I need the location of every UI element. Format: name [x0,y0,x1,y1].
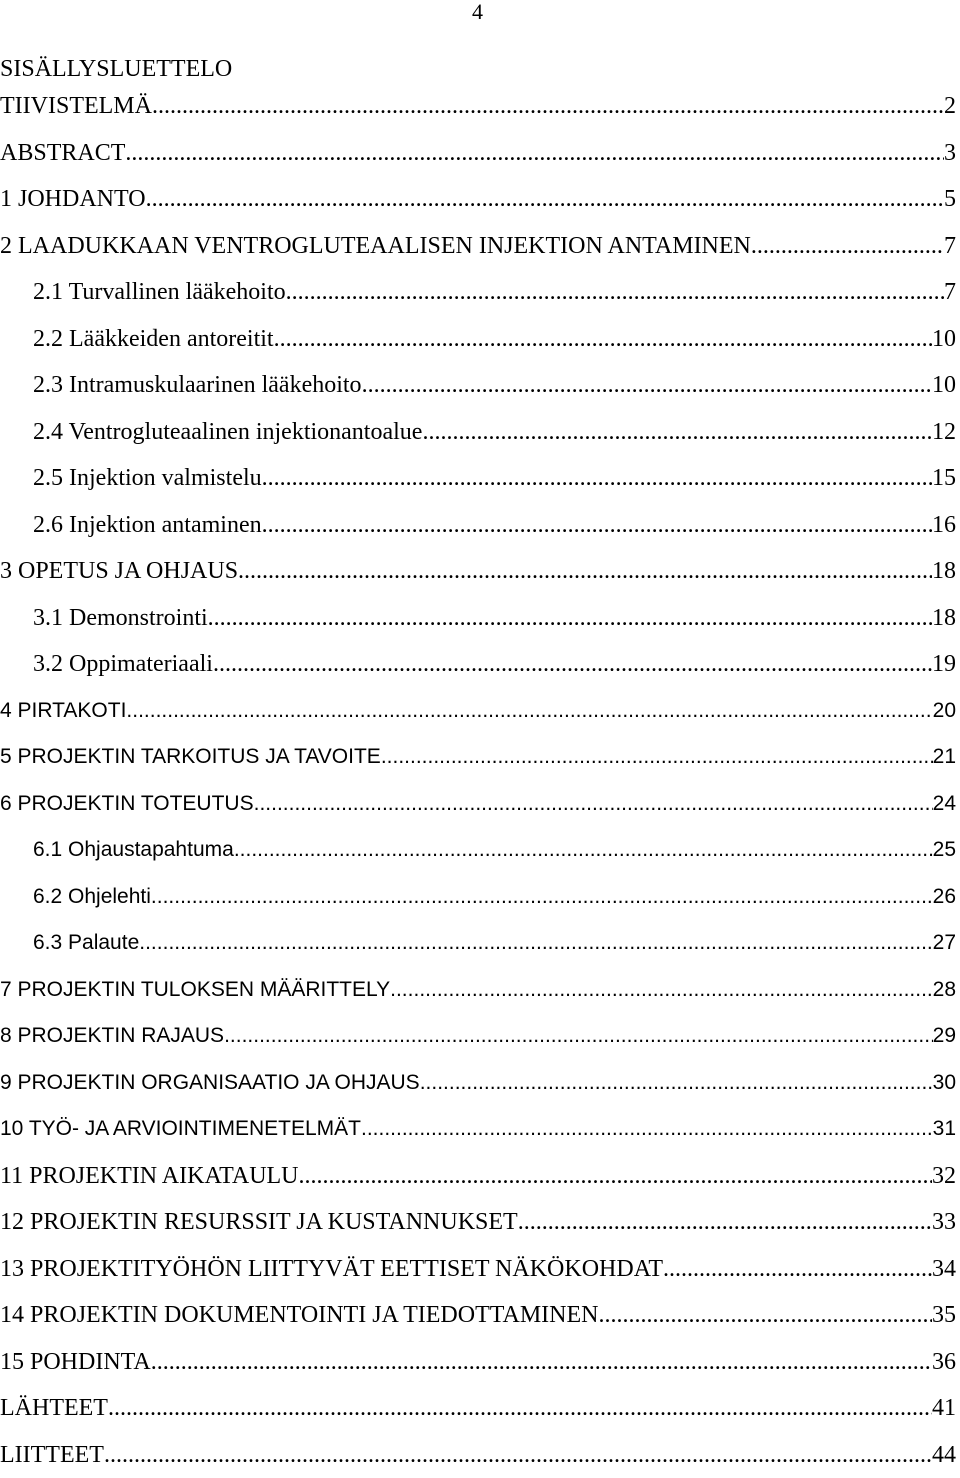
toc-entry-page: 29 [933,1013,956,1060]
toc-entry-page: 21 [933,734,956,781]
toc-entry-page: 16 [932,502,956,549]
toc-entry-13[interactable] [0,1246,956,1293]
toc-leader-dots [146,176,944,223]
toc-entry-page: 5 [944,176,956,223]
toc-entry-2-1[interactable] [0,269,956,316]
toc-entry-6[interactable] [0,781,956,828]
table-of-contents [0,83,956,1478]
toc-leader-dots [208,595,932,642]
toc-entry-page: 30 [933,1060,956,1107]
toc-entry-page: 33 [932,1199,956,1246]
toc-leader-dots [390,967,933,1014]
toc-entry-title: 2 LAADUKKAAN VENTROGLUTEAALISEN INJEKTION ANTAMINEN [0,223,751,270]
toc-leader-dots [104,1432,932,1478]
toc-entry-title: 3 OPETUS JA OHJAUS [0,548,238,595]
toc-leader-dots [361,1106,933,1153]
toc-entry-page: 31 [933,1106,956,1153]
toc-leader-dots [126,688,932,735]
toc-entry-title: TIIVISTELMÄ [0,83,152,130]
toc-entry-title: 7 PROJEKTIN TULOKSEN MÄÄRITTELY [0,967,390,1014]
page-number: 4 [472,0,483,26]
toc-leader-dots [224,1013,933,1060]
toc-entry-7[interactable] [0,967,956,1014]
toc-entry-2-5[interactable] [0,455,956,502]
toc-entry-8[interactable] [0,1013,956,1060]
toc-entry-page: 12 [932,409,956,456]
toc-leader-dots [125,130,944,177]
toc-entry-title: 1 JOHDANTO [0,176,146,223]
toc-entry-page: 18 [932,595,956,642]
toc-leader-dots [238,548,932,595]
toc-entry-page: 32 [932,1153,956,1200]
toc-leader-dots [262,455,932,502]
toc-entry-title: 14 PROJEKTIN DOKUMENTOINTI JA TIEDOTTAMINEN [0,1292,598,1339]
toc-entry-liitteet[interactable] [0,1432,956,1478]
toc-entry-9[interactable] [0,1060,956,1107]
toc-entry-title: 5 PROJEKTIN TARKOITUS JA TAVOITE [0,734,381,781]
toc-entry-page: 28 [933,967,956,1014]
toc-leader-dots [362,362,932,409]
toc-entry-title: 6.1 Ohjaustapahtuma [33,827,234,874]
toc-entry-page: 7 [944,223,956,270]
toc-entry-page: 24 [933,781,956,828]
toc-entry-page: 10 [932,362,956,409]
toc-entry-title: 2.4 Ventrogluteaalinen injektionantoalue [33,409,422,456]
toc-entry-title: 13 PROJEKTITYÖHÖN LIITTYVÄT EETTISET NÄKÖKOHDAT [0,1246,663,1293]
toc-entry-title: 8 PROJEKTIN RAJAUS [0,1013,224,1060]
toc-heading: SISÄLLYSLUETTELO [0,54,232,84]
toc-entry-14[interactable] [0,1292,956,1339]
toc-entry-title: 2.3 Intramuskulaarinen lääkehoito [33,362,362,409]
toc-entry-abstract[interactable] [0,130,956,177]
toc-entry-title: 6.2 Ohjelehti [33,874,151,921]
toc-entry-4[interactable] [0,688,956,735]
toc-leader-dots [234,827,933,874]
toc-entry-page: 34 [932,1246,956,1293]
toc-leader-dots [151,1339,932,1386]
toc-entry-page: 7 [944,269,956,316]
toc-leader-dots [139,920,932,967]
toc-entry-title: 6 PROJEKTIN TOTEUTUS [0,781,254,828]
toc-leader-dots [751,223,944,270]
toc-leader-dots [262,502,932,549]
toc-entry-tiivistelma[interactable] [0,83,956,130]
toc-entry-3-2[interactable] [0,641,956,688]
toc-entry-title: 6.3 Palaute [33,920,139,967]
toc-entry-page: 36 [932,1339,956,1386]
toc-entry-2-2[interactable] [0,316,956,363]
toc-leader-dots [598,1292,932,1339]
toc-entry-page: 27 [933,920,956,967]
toc-entry-page: 41 [932,1385,956,1432]
toc-entry-12[interactable] [0,1199,956,1246]
toc-entry-page: 44 [932,1432,956,1478]
toc-leader-dots [213,641,932,688]
toc-entry-15[interactable] [0,1339,956,1386]
toc-entry-page: 15 [932,455,956,502]
toc-entry-page: 26 [933,874,956,921]
toc-entry-title: 12 PROJEKTIN RESURSSIT JA KUSTANNUKSET [0,1199,518,1246]
toc-entry-title: 2.2 Lääkkeiden antoreitit [33,316,274,363]
toc-entry-5[interactable] [0,734,956,781]
toc-entry-6-1[interactable] [0,827,956,874]
toc-leader-dots [286,269,944,316]
toc-entry-1[interactable] [0,176,956,223]
toc-leader-dots [152,83,944,130]
toc-entry-title: 4 PIRTAKOTI [0,688,126,735]
toc-entry-title: 10 TYÖ- JA ARVIOINTIMENETELMÄT [0,1106,361,1153]
toc-entry-6-2[interactable] [0,874,956,921]
toc-entry-10[interactable] [0,1106,956,1153]
toc-entry-6-3[interactable] [0,920,956,967]
toc-entry-page: 10 [932,316,956,363]
toc-entry-3[interactable] [0,548,956,595]
toc-leader-dots [420,1060,933,1107]
toc-entry-page: 3 [944,130,956,177]
toc-leader-dots [381,734,933,781]
toc-leader-dots [663,1246,932,1293]
toc-entry-title: 3.2 Oppimateriaali [33,641,213,688]
toc-entry-lahteet[interactable] [0,1385,956,1432]
toc-entry-title: 2.6 Injektion antaminen [33,502,262,549]
toc-entry-page: 20 [933,688,956,735]
toc-entry-11[interactable] [0,1153,956,1200]
toc-leader-dots [299,1153,932,1200]
toc-entry-2-4[interactable] [0,409,956,456]
toc-entry-title: 2.1 Turvallinen lääkehoito [33,269,286,316]
toc-entry-title: 3.1 Demonstrointi [33,595,208,642]
toc-entry-title: ABSTRACT [0,130,125,177]
toc-entry-title: LIITTEET [0,1432,104,1478]
toc-leader-dots [422,409,932,456]
toc-entry-page: 35 [932,1292,956,1339]
toc-entry-2-3[interactable] [0,362,956,409]
toc-leader-dots [518,1199,932,1246]
toc-entry-title: 11 PROJEKTIN AIKATAULU [0,1153,299,1200]
toc-leader-dots [254,781,933,828]
toc-leader-dots [274,316,932,363]
toc-entry-title: 2.5 Injektion valmistelu [33,455,262,502]
toc-entry-3-1[interactable] [0,595,956,642]
toc-entry-page: 19 [932,641,956,688]
toc-entry-page: 25 [933,827,956,874]
toc-entry-2[interactable] [0,223,956,270]
toc-entry-title: 15 POHDINTA [0,1339,151,1386]
toc-entry-title: 9 PROJEKTIN ORGANISAATIO JA OHJAUS [0,1060,420,1107]
toc-entry-2-6[interactable] [0,502,956,549]
toc-entry-page: 2 [944,83,956,130]
toc-leader-dots [151,874,933,921]
toc-entry-page: 18 [932,548,956,595]
toc-leader-dots [108,1385,932,1432]
toc-entry-title: LÄHTEET [0,1385,108,1432]
